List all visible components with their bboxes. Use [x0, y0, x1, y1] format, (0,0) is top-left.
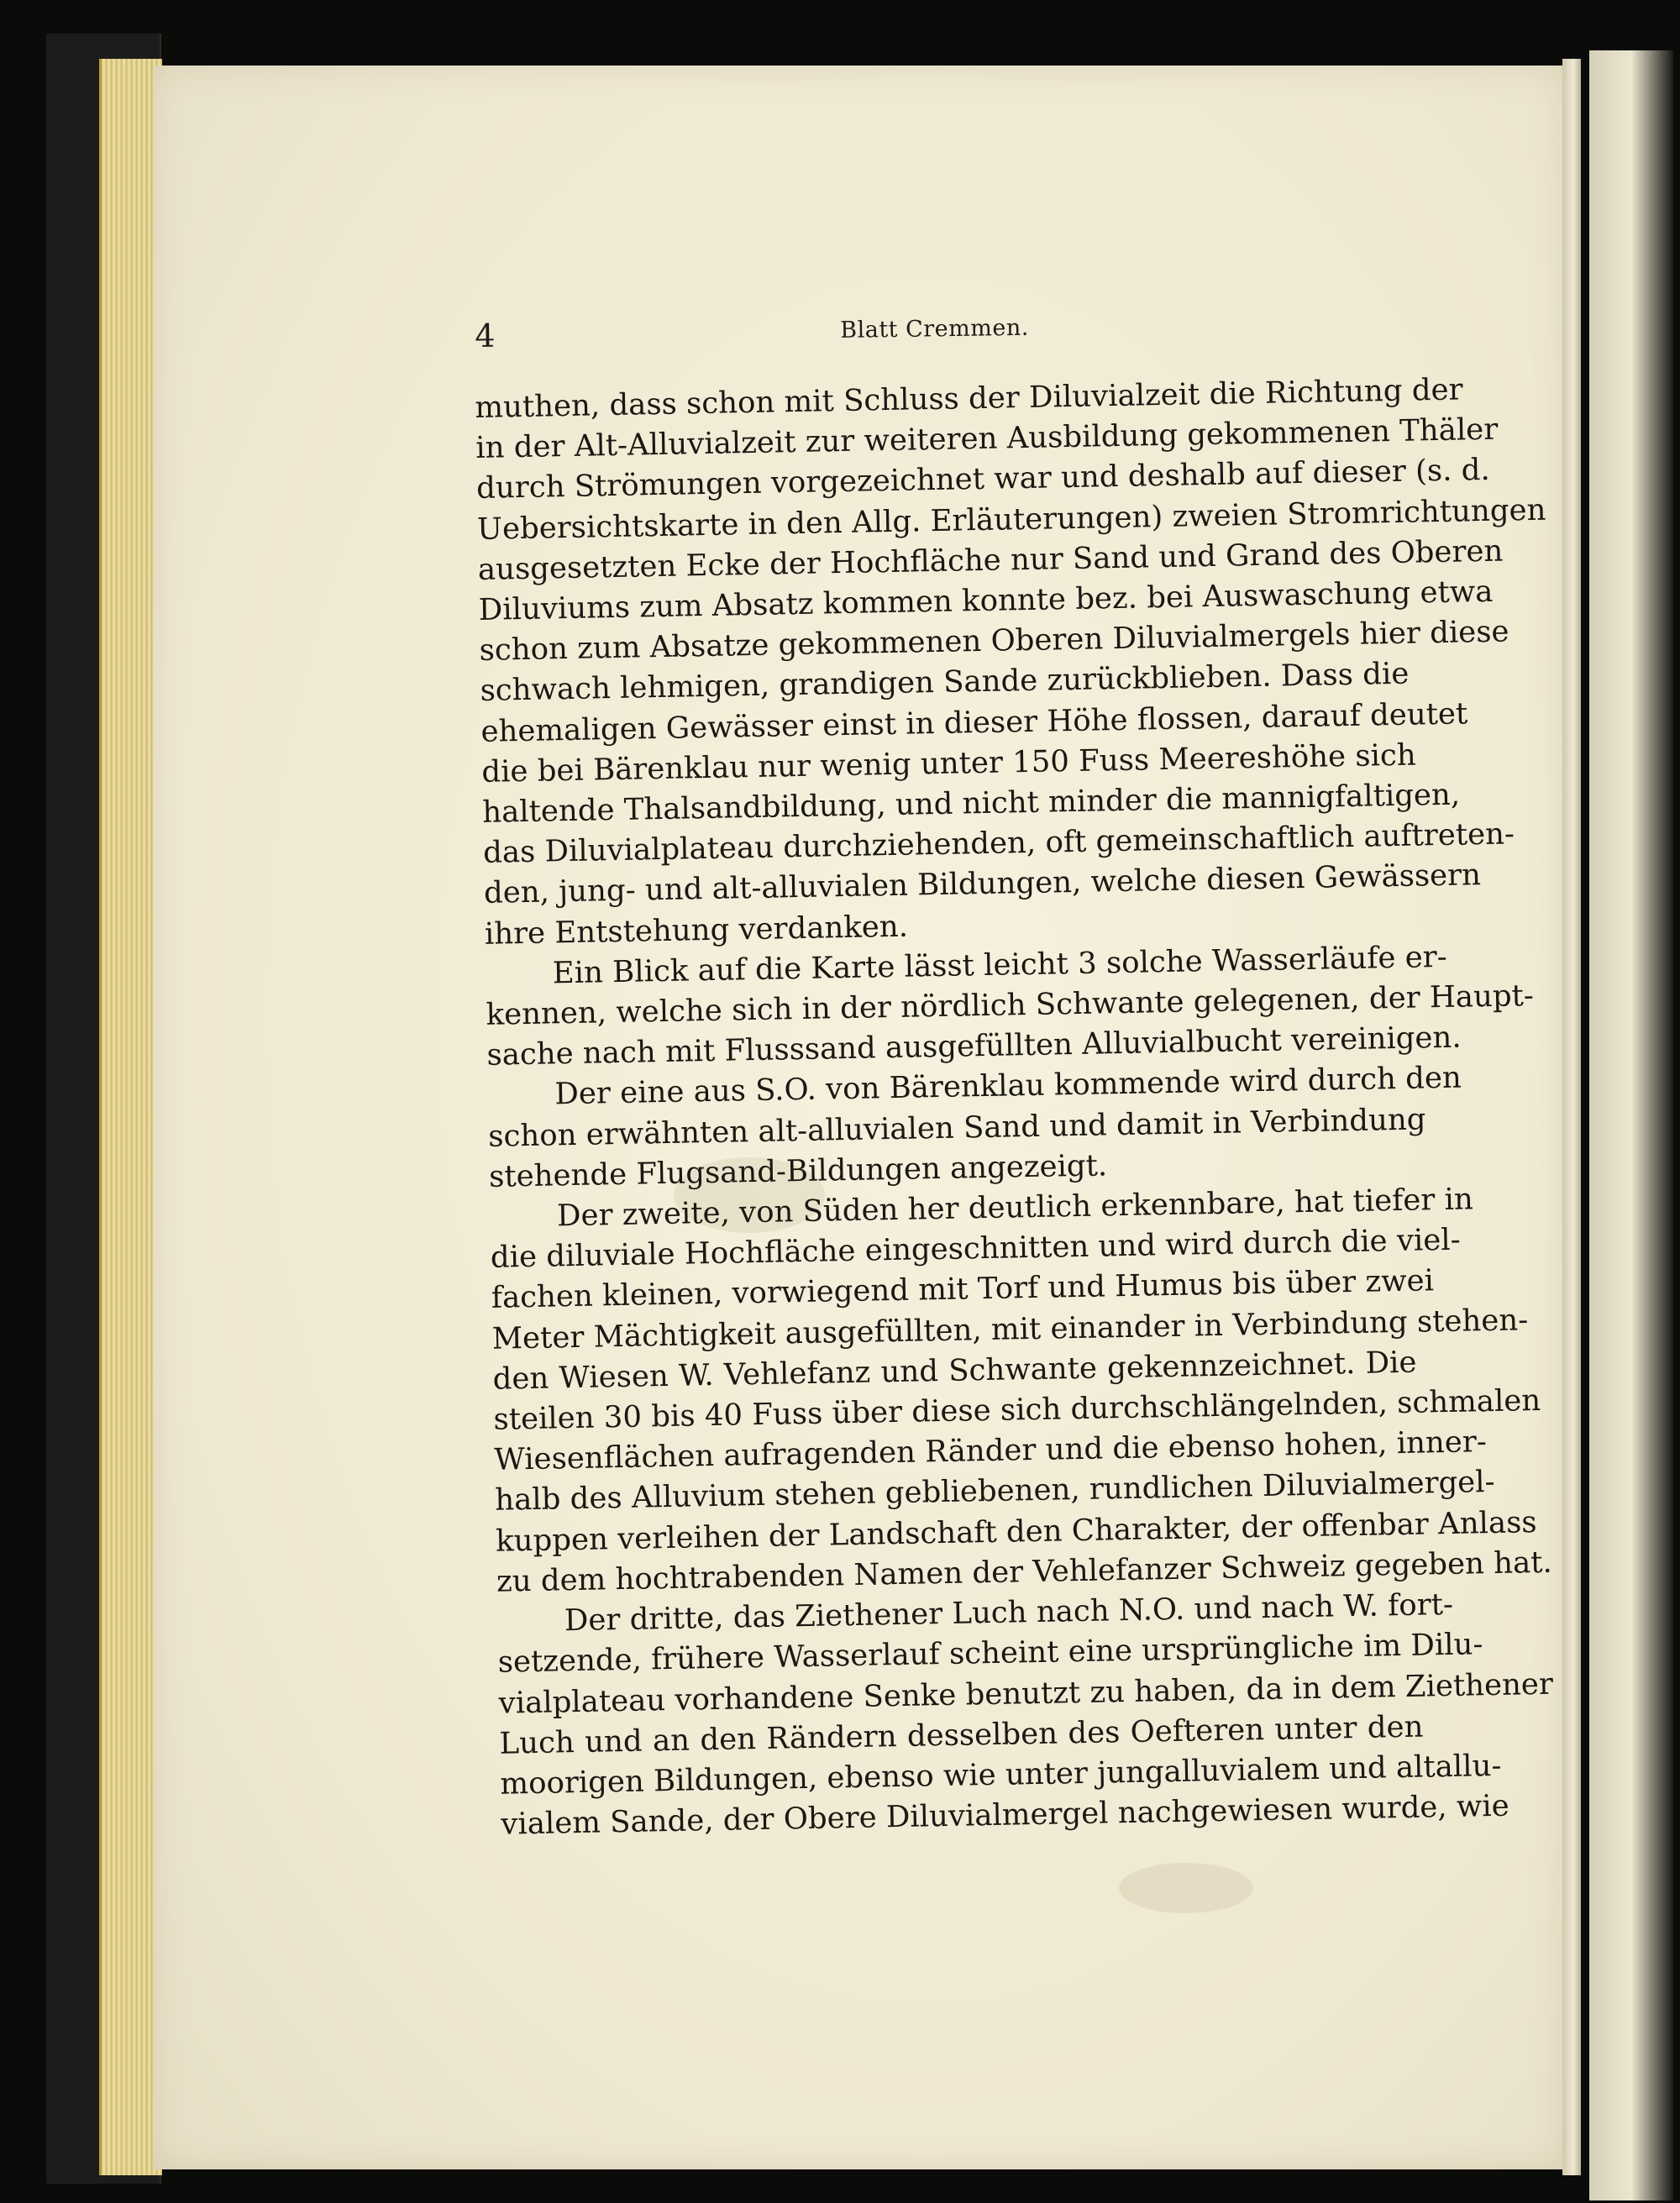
text-line: kennen, welche sich in der nördlich Schwante gelegenen, der Haupt-	[486, 978, 1535, 1032]
page-gutter	[1562, 59, 1581, 2175]
text-line: ausgesetzten Ecke der Hochfläche nur Sand und Grand des Oberen	[477, 533, 1504, 587]
paragraph	[475, 371, 1546, 955]
text-line: Der dritte, das Ziethener Luch nach N.O. und nach W. fort-	[564, 1587, 1454, 1639]
text-line: muthen, dass schon mit Schluss der Diluvialzeit die Richtung der	[475, 372, 1463, 425]
text-line: zu dem hochtrabenden Namen der Vehlefanzer Schweiz gegeben hat.	[496, 1545, 1553, 1599]
text-line: ehemaligen Gewässer einst in dieser Höhe flossen, darauf deutet	[480, 696, 1468, 749]
paragraph	[487, 1059, 1462, 1198]
text-line: Ein Blick auf die Karte lässt leicht 3 solche Wasserläufe er-	[552, 939, 1448, 991]
text-line: Luch und an den Rändern desselben des Oefteren unter den	[499, 1709, 1424, 1761]
text-line: den Wiesen W. Vehlefanz und Schwante gekennzeichnet. Die	[492, 1345, 1417, 1397]
text-line: Meter Mächtigkeit ausgefüllten, mit einander in Verbindung stehen-	[491, 1302, 1529, 1356]
text-line: steilen 30 bis 40 Fuss über diese sich durchschlängelnden, schmalen	[493, 1383, 1541, 1437]
running-head: Blatt Cremmen.	[840, 314, 1030, 344]
text-line: fachen kleinen, vorwiegend mit Torf und Humus bis über zwei	[491, 1263, 1435, 1316]
text-line: vialplateau vorhandene Senke benutzt zu haben, da in dem Ziethener	[498, 1666, 1554, 1721]
text-line: Der zweite, von Süden her deutlich erkennbare, hat tiefer in	[556, 1182, 1474, 1234]
text-line: Wiesenflächen aufragenden Ränder und die ebenso hohen, inner-	[494, 1424, 1488, 1478]
paragraph	[490, 1181, 1553, 1602]
text-line: durch Strömungen vorgezeichnet war und deshalb auf dieser (s. d.	[475, 453, 1491, 506]
text-line: stehende Flugsand-Bildungen angezeigt.	[488, 1148, 1108, 1194]
text-line: halb des Alluvium stehen gebliebenen, rundlichen Diluvialmergel-	[494, 1465, 1495, 1518]
text-line: Diluviums zum Absatz kommen konnte bez. bei Auswaschung etwa	[478, 574, 1494, 627]
text-line: haltende Thalsandbildung, und nicht minder die mannigfaltigen,	[481, 777, 1461, 830]
paragraph	[485, 938, 1535, 1077]
text-line: die bei Bärenklau nur wenig unter 150 Fuss Meereshöhe sich	[481, 737, 1416, 789]
body-text	[475, 371, 1554, 1845]
text-line: schon zum Absatze gekommenen Oberen Diluvialmergels hier diese	[479, 614, 1509, 669]
text-line: ihre Entstehung verdanken.	[484, 909, 909, 952]
text-line: kuppen verleihen der Landschaft den Charakter, der offenbar Anlass	[495, 1504, 1537, 1559]
page-number: 4	[475, 317, 496, 354]
text-line: moorigen Bildungen, ebenso wie unter jungalluvialem und altallu-	[500, 1748, 1502, 1802]
text-line: Uebersichtskarte in den Allg. Erläuterungen) zweien Stromrichtungen	[476, 492, 1546, 547]
paragraph	[496, 1586, 1554, 1845]
text-line: sache nach mit Flusssand ausgefüllten Alluvialbucht vereinigen.	[486, 1020, 1462, 1073]
text-line: Der eine aus S.O. von Bärenklau kommende wird durch den	[554, 1061, 1462, 1112]
text-line: schon erwähnten alt-alluvialen Sand und damit in Verbindung	[487, 1102, 1426, 1154]
text-line: setzende, frühere Wasserlauf scheint eine ursprüngliche im Dilu-	[497, 1627, 1483, 1681]
text-line: in der Alt-Alluvialzeit zur weiteren Ausbildung gekommenen Thäler	[475, 412, 1499, 466]
text-line: vialem Sande, der Obere Diluvialmergel nachgewiesen wurde, wie	[500, 1788, 1510, 1842]
text-line: schwach lehmigen, grandigen Sande zurückblieben. Dass die	[480, 657, 1410, 709]
paper-stain	[1119, 1863, 1253, 1913]
adjacent-page-edge	[1589, 50, 1673, 2200]
text-line: die diluviale Hochfläche eingeschnitten und wird durch die viel-	[490, 1222, 1462, 1276]
text-line: den, jung- und alt-alluvialen Bildungen, welche diesen Gewässern	[483, 858, 1482, 911]
text-line: das Diluvialplateau durchziehenden, oft gemeinschaftlich auftreten-	[482, 816, 1515, 871]
